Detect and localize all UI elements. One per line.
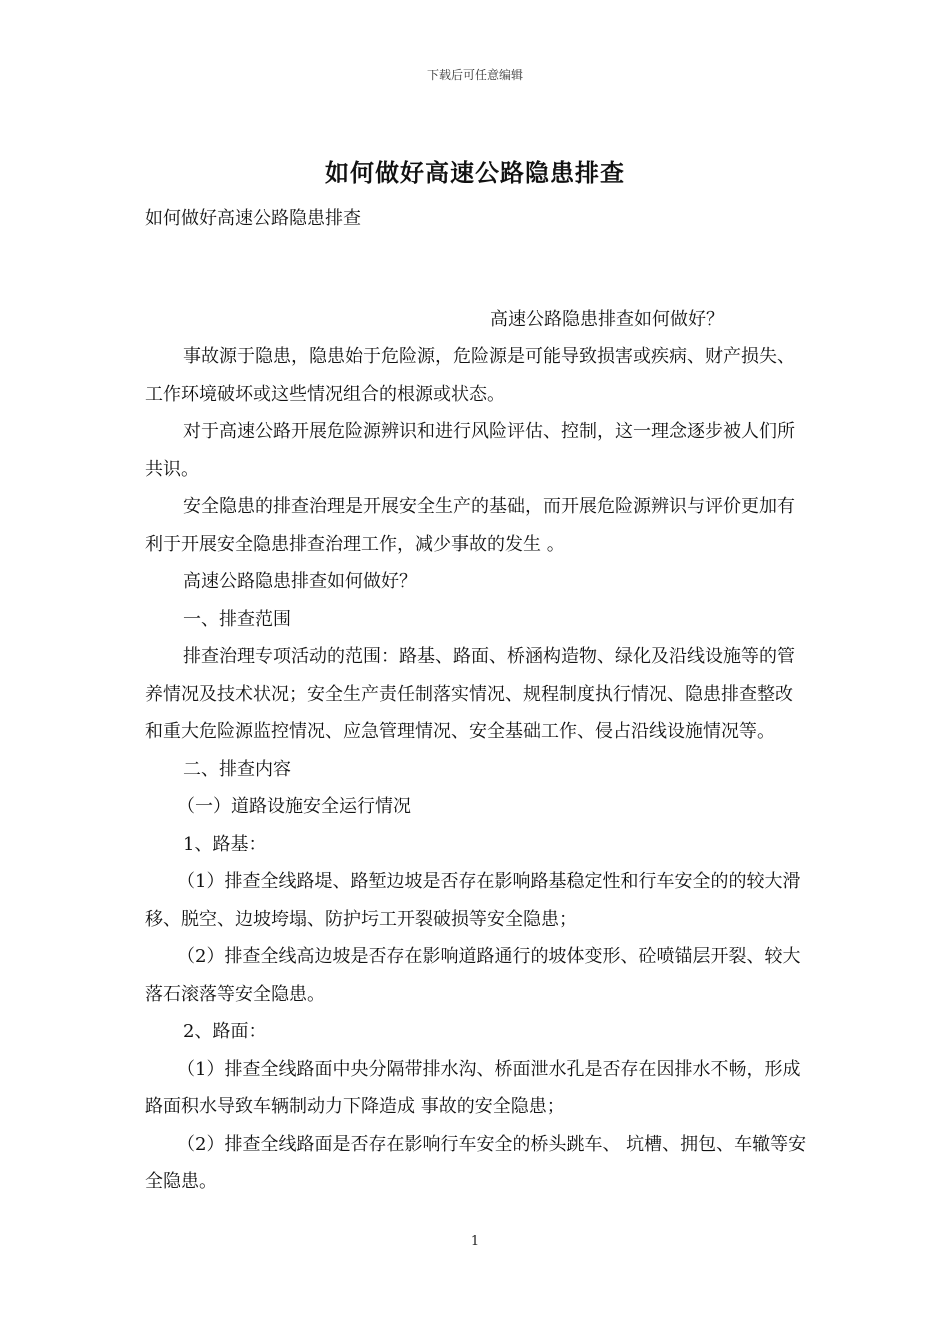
body-paragraph: 排查治理专项活动的范围：路基、路面、桥涵构造物、绿化及沿线设施等的管养情况及技术状况；安全生产责任制落实情况、规程制度执行情况、隐患排查整改和重大危险源监控情况、应急管理情况、安全基础工作、侵占沿线设施情况等。 <box>145 646 795 742</box>
document-title: 如何做好高速公路隐患排查 <box>325 158 625 187</box>
body-paragraph: 高速公路隐患排查如何做好？ <box>183 571 417 592</box>
section-heading: 一、排查范围 <box>183 608 291 630</box>
section-heading: 二、排查内容 <box>183 758 291 780</box>
section-question: 高速公路隐患排查如何做好？ <box>490 308 724 330</box>
body-paragraph: （1）排查全线路堤、路堑边坡是否存在影响路基稳定性和行车安全的的较大滑移、脱空、边坡垮塌、防护圬工开裂破损等安全隐患； <box>145 871 801 930</box>
body-paragraph: 对于高速公路开展危险源辨识和进行风险评估、控制，这一理念逐步被人们所共识。 <box>145 421 795 480</box>
body-paragraph: （2）排查全线高边坡是否存在影响道路通行的坡体变形、砼喷锚层开裂、较大落石滚落等安全隐患。 <box>145 946 801 1005</box>
document-body <box>145 200 807 1201</box>
body-paragraph: 安全隐患的排查治理是开展安全生产的基础，而开展危险源辨识与评价更加有利于开展安全隐患排查治理工作，减少事故的发生 。 <box>145 496 795 555</box>
body-paragraph: （1）排查全线路面中央分隔带排水沟、桥面泄水孔是否存在因排水不畅，形成路面积水导致车辆制动力下降造成 事故的安全隐患； <box>145 1058 801 1117</box>
subsection-heading: （一）道路设施安全运行情况 <box>177 796 411 817</box>
item-heading: 2、路面： <box>183 1021 267 1042</box>
body-paragraph: （2）排查全线路面是否存在影响行车安全的桥头跳车、 坑槽、拥包、车辙等安全隐患。 <box>145 1133 807 1192</box>
header-note: 下载后可任意编辑 <box>426 68 523 82</box>
item-heading: 1、路基： <box>183 833 267 855</box>
subtitle-line: 如何做好高速公路隐患排查 <box>145 208 361 229</box>
page-number: 1 <box>470 1234 480 1249</box>
body-paragraph: 事故源于隐患，隐患始于危险源，危险源是可能导致损害或疾病、财产损失、工作环境破坏或这些情况组合的根源或状态。 <box>145 346 795 405</box>
